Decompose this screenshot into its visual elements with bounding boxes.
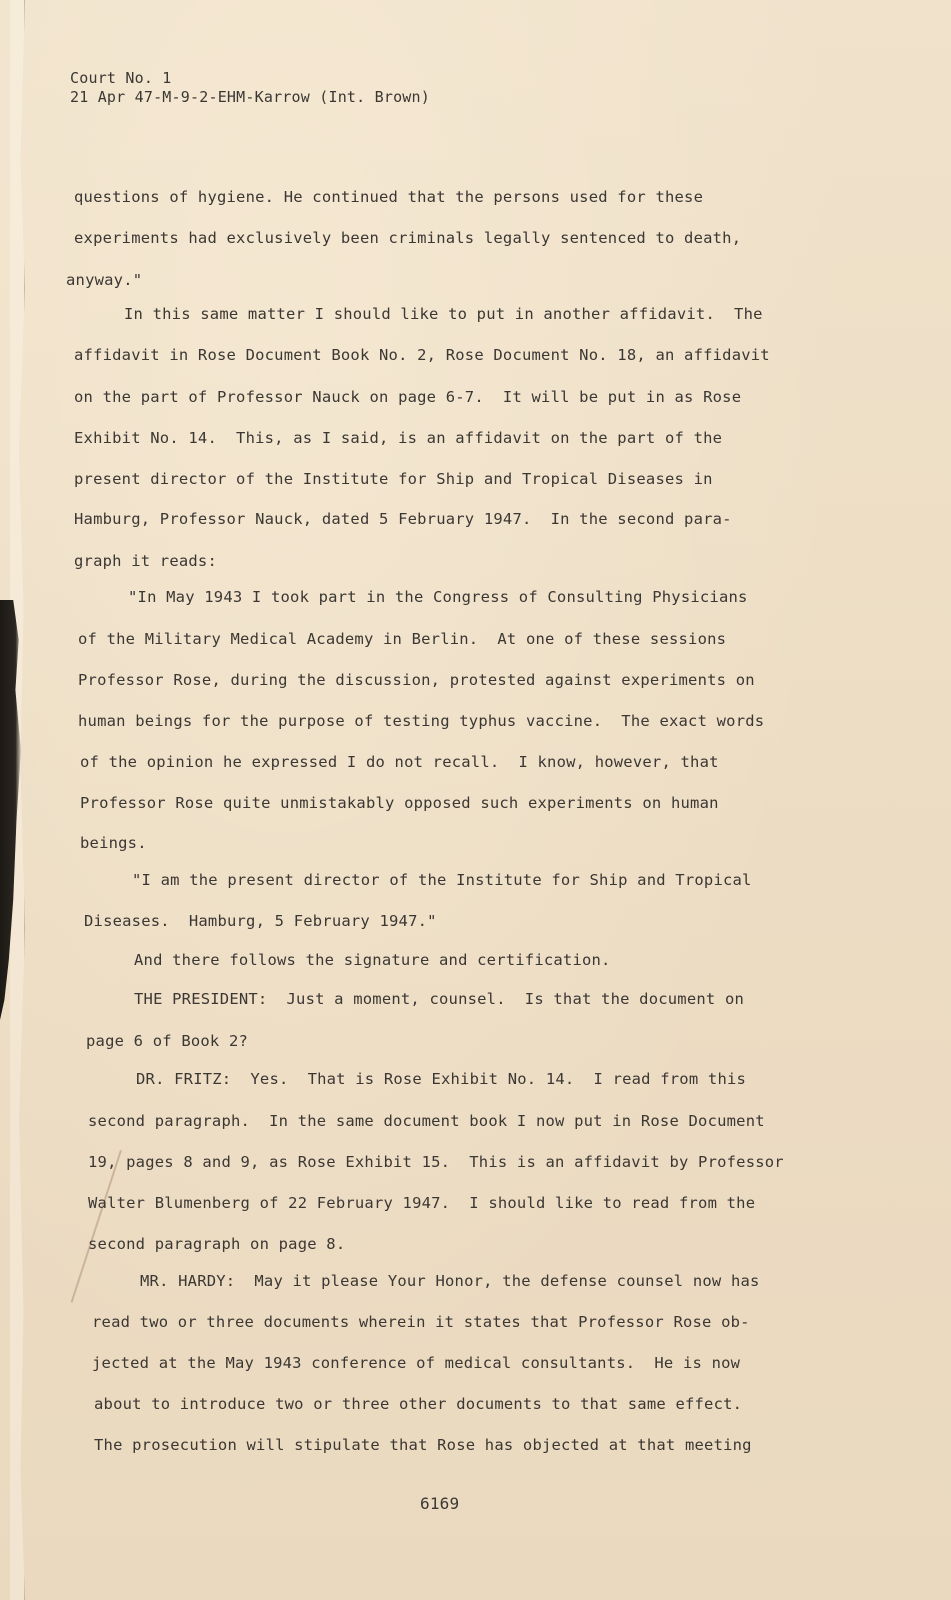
body-line: questions of hygiene. He continued that the persons used for these: [74, 188, 704, 206]
header-court-line: Court No. 1: [70, 69, 172, 87]
header-reference-line: 21 Apr 47-M-9-2-EHM-Karrow (Int. Brown): [70, 88, 430, 106]
body-line: anyway.": [66, 271, 143, 289]
body-line: MR. HARDY: May it please Your Honor, the defense counsel now has: [140, 1272, 760, 1290]
page-number: 6169: [420, 1494, 460, 1513]
body-line: affidavit in Rose Document Book No. 2, Rose Document No. 18, an affidavit: [74, 346, 770, 364]
body-line: 19, pages 8 and 9, as Rose Exhibit 15. This is an affidavit by Professor: [88, 1153, 784, 1171]
body-line: on the part of Professor Nauck on page 6-7. It will be put in as Rose: [74, 388, 742, 406]
body-line: DR. FRITZ: Yes. That is Rose Exhibit No. 14. I read from this: [136, 1070, 747, 1088]
body-line: second paragraph on page 8.: [88, 1235, 346, 1253]
body-line: beings.: [80, 834, 147, 852]
body-line: In this same matter I should like to put in another affidavit. The: [124, 305, 763, 323]
body-line: "In May 1943 I took part in the Congress of Consulting Physicians: [128, 588, 748, 606]
body-line: Walter Blumenberg of 22 February 1947. I should like to read from the: [88, 1194, 756, 1212]
body-line: And there follows the signature and certification.: [134, 951, 611, 969]
body-line: Diseases. Hamburg, 5 February 1947.": [84, 912, 437, 930]
body-line: The prosecution will stipulate that Rose has objected at that meeting: [94, 1436, 752, 1454]
body-line: second paragraph. In the same document book I now put in Rose Document: [88, 1112, 765, 1130]
paper-crease: [71, 1150, 122, 1303]
body-line: Professor Rose, during the discussion, protested against experiments on: [78, 671, 755, 689]
body-line: page 6 of Book 2?: [86, 1032, 249, 1050]
body-line: of the opinion he expressed I do not recall. I know, however, that: [80, 753, 719, 771]
body-line: graph it reads:: [74, 552, 217, 570]
body-line: THE PRESIDENT: Just a moment, counsel. Is that the document on: [134, 990, 745, 1008]
body-line: Hamburg, Professor Nauck, dated 5 February 1947. In the second para-: [74, 510, 732, 528]
body-line: human beings for the purpose of testing typhus vaccine. The exact words: [78, 712, 765, 730]
body-line: Professor Rose quite unmistakably opposed such experiments on human: [80, 794, 719, 812]
body-line: "I am the present director of the Institute for Ship and Tropical: [132, 871, 752, 889]
body-line: jected at the May 1943 conference of medical consultants. He is now: [92, 1354, 741, 1372]
body-line: about to introduce two or three other documents to that same effect.: [94, 1395, 743, 1413]
body-line: present director of the Institute for Ship and Tropical Diseases in: [74, 470, 713, 488]
body-line: of the Military Medical Academy in Berlin. At one of these sessions: [78, 630, 727, 648]
torn-left-edge: [0, 0, 30, 1600]
body-line: experiments had exclusively been criminals legally sentenced to death,: [74, 229, 742, 247]
body-line: Exhibit No. 14. This, as I said, is an affidavit on the part of the: [74, 429, 723, 447]
body-line: read two or three documents wherein it states that Professor Rose ob-: [92, 1313, 750, 1331]
